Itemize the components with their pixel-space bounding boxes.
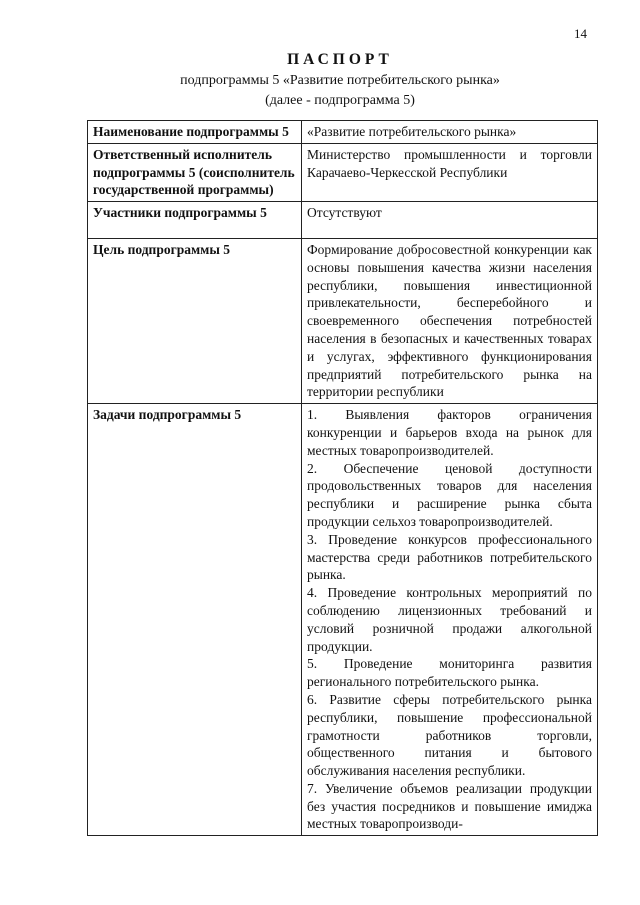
row-value-participants: Отсутствуют <box>302 202 598 239</box>
page-title: ПАСПОРТ <box>287 51 393 68</box>
table-row <box>88 121 598 144</box>
table-row <box>88 202 598 239</box>
row-label-goal: Цель подпрограммы 5 <box>88 238 302 403</box>
row-label-participants: Участники подпрограммы 5 <box>88 202 302 239</box>
table-row <box>88 238 598 403</box>
row-value-name: «Развитие потребительского рынка» <box>302 121 598 144</box>
task-item: 5. Проведение мониторинга развития регионального потребительского рынка. <box>307 656 592 690</box>
task-item: 3. Проведение конкурсов профессионального мастерства среди работников потребительского рынка. <box>307 531 592 583</box>
document-heading <box>80 50 600 110</box>
task-item: 4. Проведение контрольных мероприятий по соблюдению лицензионных требований и условий розничной продажи алкогольной продукции. <box>307 585 592 654</box>
row-value-executor: Министерство промышленности и торговли Карачаево-Черкесской Республики <box>302 143 598 201</box>
row-label-executor: Ответственный исполнитель подпрограммы 5 (соисполнитель государственной программы) <box>88 143 302 201</box>
row-value-goal: Формирование добросовестной конкуренции как основы повышения качества жизни населения республики, повышения инвестиционной привлекательности, бесперебойного и своевременного обеспечения потребностей населения в безопасных и качественных товарах и услугах, эффективного функционирования предприятий потребительского рынка на территории республики <box>302 238 598 403</box>
page-subtitle: подпрограммы 5 «Развитие потребительского рынка» <box>180 73 500 88</box>
task-item: 2. Обеспечение ценовой доступности продовольственных товаров для населения республики и расширение рынка сбыта продукции сельхоз товаропроизводителей. <box>307 460 592 529</box>
page-number: 14 <box>574 26 587 41</box>
page-subtitle-note: (далее - подпрограмма 5) <box>265 93 415 108</box>
task-item: 6. Развитие сферы потребительского рынка республики, повышение профессиональной грамотности работников торговли, общественного питания и бытового обслуживания населения республики. <box>307 691 592 779</box>
row-value-tasks <box>302 404 598 836</box>
table-row <box>88 404 598 836</box>
row-label-tasks: Задачи подпрограммы 5 <box>88 404 302 836</box>
task-item: 1. Выявления факторов ограничения конкуренции и барьеров входа на рынок для местных товаропроизводителей. <box>307 407 592 458</box>
row-label-name: Наименование подпрограммы 5 <box>88 121 302 144</box>
table-row <box>88 143 598 201</box>
passport-table <box>87 120 598 836</box>
task-item: 7. Увеличение объемов реализации продукции без участия посредников и повышение имиджа местных товаропроизводи- <box>307 780 592 832</box>
